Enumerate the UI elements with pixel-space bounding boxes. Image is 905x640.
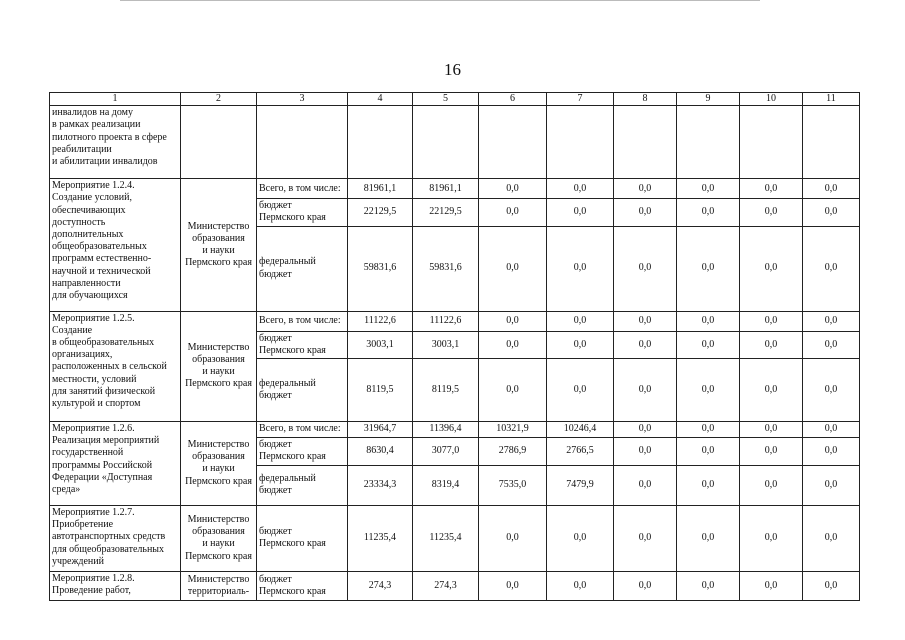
- value-cell: 0,0: [677, 179, 740, 199]
- executor-cell: Министерство образования и науки Пермского края: [181, 179, 257, 311]
- value-cell: 0,0: [803, 311, 860, 331]
- value-cell: 0,0: [803, 571, 860, 600]
- value-cell: 11122,6: [413, 311, 479, 331]
- value-cell: 10246,4: [547, 421, 614, 437]
- value-cell: 0,0: [479, 199, 547, 226]
- value-cell: [803, 106, 860, 179]
- column-header: 7: [547, 93, 614, 106]
- value-cell: 0,0: [740, 226, 803, 311]
- value-cell: 59831,6: [413, 226, 479, 311]
- value-cell: 31964,7: [348, 421, 413, 437]
- value-cell: [547, 106, 614, 179]
- executor-cell: Министерство территориаль-: [181, 571, 257, 600]
- value-cell: 81961,1: [348, 179, 413, 199]
- value-cell: 7535,0: [479, 465, 547, 505]
- value-cell: 0,0: [614, 437, 677, 465]
- funding-source-cell: Всего, в том числе:: [257, 179, 348, 199]
- column-header: 1: [50, 93, 181, 106]
- value-cell: 0,0: [614, 311, 677, 331]
- value-cell: 0,0: [677, 199, 740, 226]
- value-cell: 0,0: [547, 571, 614, 600]
- value-cell: 0,0: [614, 199, 677, 226]
- value-cell: 2786,9: [479, 437, 547, 465]
- value-cell: 0,0: [547, 226, 614, 311]
- activity-cell: инвалидов на дому в рамках реализации пилотного проекта в сфере реабилитации и абилитации инвалидов: [50, 106, 181, 179]
- funding-source-cell: федеральный бюджет: [257, 226, 348, 311]
- value-cell: 0,0: [547, 179, 614, 199]
- value-cell: 8319,4: [413, 465, 479, 505]
- value-cell: 0,0: [479, 226, 547, 311]
- value-cell: 0,0: [803, 358, 860, 421]
- value-cell: 81961,1: [413, 179, 479, 199]
- value-cell: 0,0: [547, 505, 614, 571]
- value-cell: 0,0: [740, 421, 803, 437]
- value-cell: 0,0: [614, 331, 677, 358]
- scan-top-edge: [120, 0, 760, 1]
- value-cell: 0,0: [677, 465, 740, 505]
- column-header: 6: [479, 93, 547, 106]
- value-cell: 0,0: [677, 437, 740, 465]
- value-cell: 0,0: [740, 179, 803, 199]
- value-cell: 11235,4: [413, 505, 479, 571]
- value-cell: [348, 106, 413, 179]
- value-cell: 0,0: [547, 199, 614, 226]
- activity-cell: Мероприятие 1.2.5. Создание в общеобразовательных организациях, расположенных в сельской местности, условий для занятий физической культурой и спортом: [50, 311, 181, 421]
- value-cell: [614, 106, 677, 179]
- value-cell: 0,0: [740, 331, 803, 358]
- value-cell: 2766,5: [547, 437, 614, 465]
- value-cell: 274,3: [348, 571, 413, 600]
- value-cell: 0,0: [803, 505, 860, 571]
- value-cell: 0,0: [614, 226, 677, 311]
- budget-table: [49, 92, 860, 601]
- funding-source-cell: бюджет Пермского края: [257, 505, 348, 571]
- value-cell: 0,0: [740, 437, 803, 465]
- value-cell: 11122,6: [348, 311, 413, 331]
- value-cell: 0,0: [740, 311, 803, 331]
- value-cell: [413, 106, 479, 179]
- activity-cell: Мероприятие 1.2.6. Реализация мероприятий государственной программы Российской Федерации «Доступная среда»: [50, 421, 181, 505]
- value-cell: 0,0: [614, 505, 677, 571]
- value-cell: 0,0: [547, 358, 614, 421]
- value-cell: 22129,5: [348, 199, 413, 226]
- column-header: 9: [677, 93, 740, 106]
- column-header: 4: [348, 93, 413, 106]
- value-cell: 0,0: [803, 437, 860, 465]
- value-cell: [479, 106, 547, 179]
- value-cell: 0,0: [547, 331, 614, 358]
- value-cell: 0,0: [740, 358, 803, 421]
- value-cell: 8119,5: [348, 358, 413, 421]
- value-cell: 3077,0: [413, 437, 479, 465]
- value-cell: 8630,4: [348, 437, 413, 465]
- column-header: 10: [740, 93, 803, 106]
- executor-cell: [181, 106, 257, 179]
- page-number: 16: [444, 60, 461, 79]
- value-cell: 0,0: [677, 226, 740, 311]
- value-cell: 8119,5: [413, 358, 479, 421]
- value-cell: 11235,4: [348, 505, 413, 571]
- value-cell: 0,0: [803, 199, 860, 226]
- executor-cell: Министерство образования и науки Пермского края: [181, 311, 257, 421]
- table-row: [50, 421, 860, 437]
- value-cell: 0,0: [740, 505, 803, 571]
- value-cell: 0,0: [614, 179, 677, 199]
- activity-cell: Мероприятие 1.2.7. Приобретение автотранспортных средств для общеобразовательных учреждений: [50, 505, 181, 571]
- funding-source-cell: бюджет Пермского края: [257, 571, 348, 600]
- value-cell: 0,0: [614, 465, 677, 505]
- table-row: [50, 179, 860, 199]
- value-cell: 0,0: [479, 179, 547, 199]
- value-cell: 0,0: [547, 311, 614, 331]
- value-cell: 0,0: [614, 571, 677, 600]
- executor-cell: Министерство образования и науки Пермского края: [181, 505, 257, 571]
- value-cell: 0,0: [677, 505, 740, 571]
- activity-cell: Мероприятие 1.2.8. Проведение работ,: [50, 571, 181, 600]
- value-cell: 0,0: [740, 465, 803, 505]
- value-cell: 274,3: [413, 571, 479, 600]
- value-cell: 0,0: [677, 421, 740, 437]
- value-cell: 0,0: [479, 311, 547, 331]
- value-cell: 0,0: [740, 571, 803, 600]
- value-cell: [677, 106, 740, 179]
- value-cell: 0,0: [803, 226, 860, 311]
- value-cell: 0,0: [614, 421, 677, 437]
- value-cell: 0,0: [677, 358, 740, 421]
- funding-source-cell: бюджет Пермского края: [257, 437, 348, 465]
- funding-source-cell: федеральный бюджет: [257, 358, 348, 421]
- value-cell: 7479,9: [547, 465, 614, 505]
- funding-source-cell: бюджет Пермского края: [257, 199, 348, 226]
- value-cell: 0,0: [803, 421, 860, 437]
- column-header: 3: [257, 93, 348, 106]
- column-header: 11: [803, 93, 860, 106]
- value-cell: 10321,9: [479, 421, 547, 437]
- value-cell: 0,0: [479, 571, 547, 600]
- value-cell: 0,0: [479, 331, 547, 358]
- value-cell: 0,0: [614, 358, 677, 421]
- value-cell: 0,0: [677, 331, 740, 358]
- value-cell: 3003,1: [348, 331, 413, 358]
- value-cell: 0,0: [803, 179, 860, 199]
- value-cell: 0,0: [803, 465, 860, 505]
- value-cell: 22129,5: [413, 199, 479, 226]
- column-header: 8: [614, 93, 677, 106]
- value-cell: 0,0: [677, 311, 740, 331]
- value-cell: 0,0: [479, 505, 547, 571]
- funding-source-cell: [257, 106, 348, 179]
- value-cell: 59831,6: [348, 226, 413, 311]
- funding-source-cell: Всего, в том числе:: [257, 421, 348, 437]
- column-header: 2: [181, 93, 257, 106]
- funding-source-cell: Всего, в том числе:: [257, 311, 348, 331]
- table-row: [50, 106, 860, 179]
- value-cell: 3003,1: [413, 331, 479, 358]
- value-cell: 23334,3: [348, 465, 413, 505]
- value-cell: 0,0: [803, 331, 860, 358]
- value-cell: [740, 106, 803, 179]
- value-cell: 0,0: [479, 358, 547, 421]
- activity-cell: Мероприятие 1.2.4. Создание условий, обеспечивающих доступность дополнительных общеобразовательных программ естественно- научной и технической направленности для обучающихся: [50, 179, 181, 311]
- column-header: 5: [413, 93, 479, 106]
- value-cell: 0,0: [740, 199, 803, 226]
- table-header-row: [50, 93, 860, 106]
- funding-source-cell: бюджет Пермского края: [257, 331, 348, 358]
- executor-cell: Министерство образования и науки Пермского края: [181, 421, 257, 505]
- value-cell: 0,0: [677, 571, 740, 600]
- table-row: [50, 571, 860, 600]
- funding-source-cell: федеральный бюджет: [257, 465, 348, 505]
- table-row: [50, 311, 860, 331]
- table-row: [50, 505, 860, 571]
- value-cell: 11396,4: [413, 421, 479, 437]
